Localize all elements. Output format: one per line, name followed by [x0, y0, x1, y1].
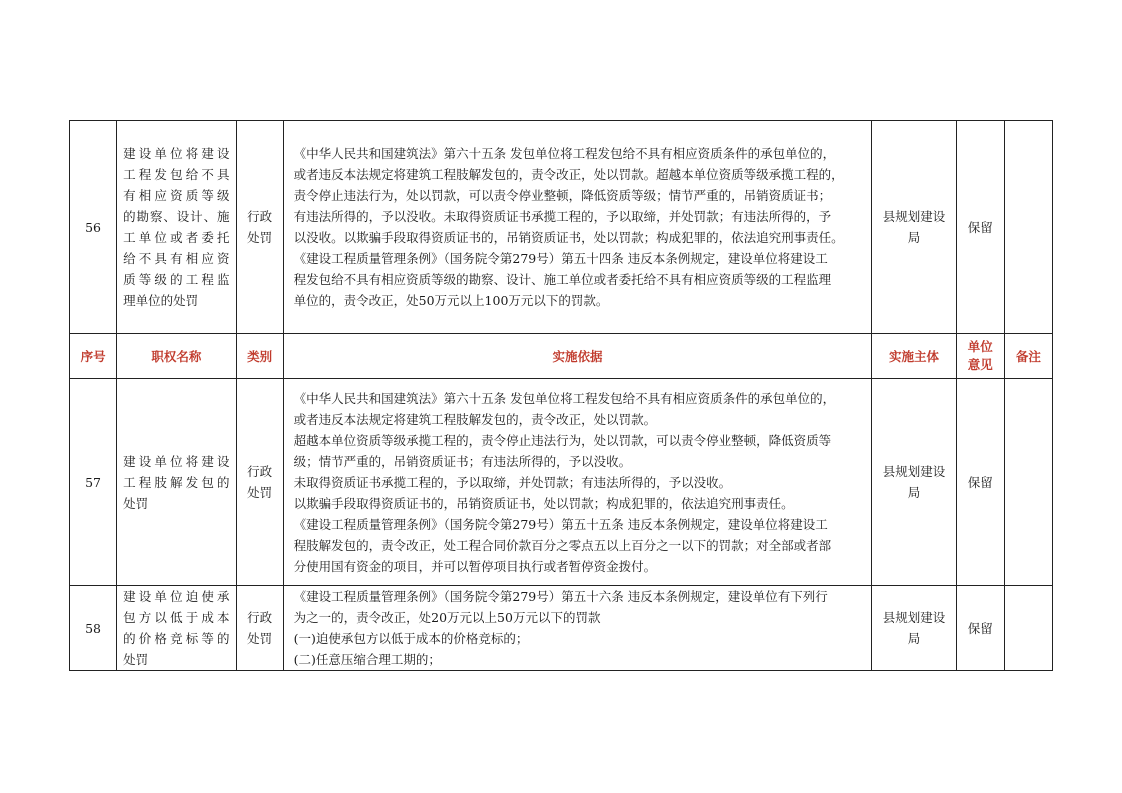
- implementing-body: 县规划建设 局: [872, 121, 956, 334]
- header-no: 序号: [70, 334, 117, 379]
- remark: [1004, 121, 1052, 334]
- authority-table: [69, 120, 1053, 671]
- table-header-row: [70, 334, 1053, 379]
- implementing-body: 县规划建设 局: [872, 586, 956, 671]
- legal-basis: 《建设工程质量管理条例》（国务院令第279号）第五十六条 违反本条例规定，建设单位有下列行 为之一的，责令改正，处20万元以上50万元以下的罚款 (一)迫使承包方以低于成本的价格竞标的； (二)任意压缩合理工期的；: [283, 586, 872, 671]
- table-row: [70, 586, 1053, 671]
- authority-name: 建设单位迫使承 包方以低于成本 的价格竞标等的 处罚: [117, 586, 236, 671]
- header-opinion: 单位 意见: [956, 334, 1004, 379]
- implementing-body: 县规划建设 局: [872, 379, 956, 586]
- header-type: 类别: [236, 334, 283, 379]
- unit-opinion: 保留: [956, 586, 1004, 671]
- row-number: 57: [70, 379, 117, 586]
- header-basis: 实施依据: [283, 334, 872, 379]
- row-number: 58: [70, 586, 117, 671]
- category: 行政 处罚: [236, 121, 283, 334]
- authority-name: 建设单位将建设 工程发包给不具 有相应资质等级 的勘察、设计、施 工单位或者委托 给不具有相应资 质等级的工程监 理单位的处罚: [117, 121, 236, 334]
- header-name: 职权名称: [117, 334, 236, 379]
- header-remark: 备注: [1004, 334, 1052, 379]
- table-row: [70, 121, 1053, 334]
- remark: [1004, 379, 1052, 586]
- row-number: 56: [70, 121, 117, 334]
- remark: [1004, 586, 1052, 671]
- table-row: [70, 379, 1053, 586]
- legal-basis: 《中华人民共和国建筑法》第六十五条 发包单位将工程发包给不具有相应资质条件的承包单位的， 或者违反本法规定将建筑工程肢解发包的，责令改正，处以罚款。 超越本单位资质等级承揽工程的，责令停止违法行为，处以罚款，可以责令停业整顿，降低资质等 级；情节严重的，吊销资质证书；有违法所得的，予以没收。 未取得资质证书承揽工程的，予以取缔，并处罚款；有违法所得的，予以没收。 以欺骗手段取得资质证书的，吊销资质证书，处以罚款；构成犯罪的，依法追究刑事责任。 《建设工程质量管理条例》（国务院令第279号）第五十五条 违反本条例规定，建设单位将建设工 程肢解发包的，责令改正，处工程合同价款百分之零点五以上百分之一以下的罚款；对全部或者部 分使用国有资金的项目，并可以暂停项目执行或者暂停资金拨付。: [283, 379, 872, 586]
- header-body: 实施主体: [872, 334, 956, 379]
- category: 行政 处罚: [236, 379, 283, 586]
- authority-name: 建设单位将建设 工程肢解发包的 处罚: [117, 379, 236, 586]
- unit-opinion: 保留: [956, 379, 1004, 586]
- category: 行政 处罚: [236, 586, 283, 671]
- legal-basis: 《中华人民共和国建筑法》第六十五条 发包单位将工程发包给不具有相应资质条件的承包单位的， 或者违反本法规定将建筑工程肢解发包的，责令改正，处以罚款。超越本单位资质等级承揽工程的， 责令停止违法行为，处以罚款，可以责令停业整顿，降低资质等级；情节严重的，吊销资质证书； 有违法所得的，予以没收。未取得资质证书承揽工程的，予以取缔，并处罚款；有违法所得的，予 以没收。以欺骗手段取得资质证书的，吊销资质证书，处以罚款；构成犯罪的，依法追究刑事责任。 《建设工程质量管理条例》（国务院令第279号）第五十四条 违反本条例规定，建设单位将建设工 程发包给不具有相应资质等级的勘察、设计、施工单位或者委托给不具有相应资质等级的工程监理 单位的，责令改正，处50万元以上100万元以下的罚款。: [283, 121, 872, 334]
- unit-opinion: 保留: [956, 121, 1004, 334]
